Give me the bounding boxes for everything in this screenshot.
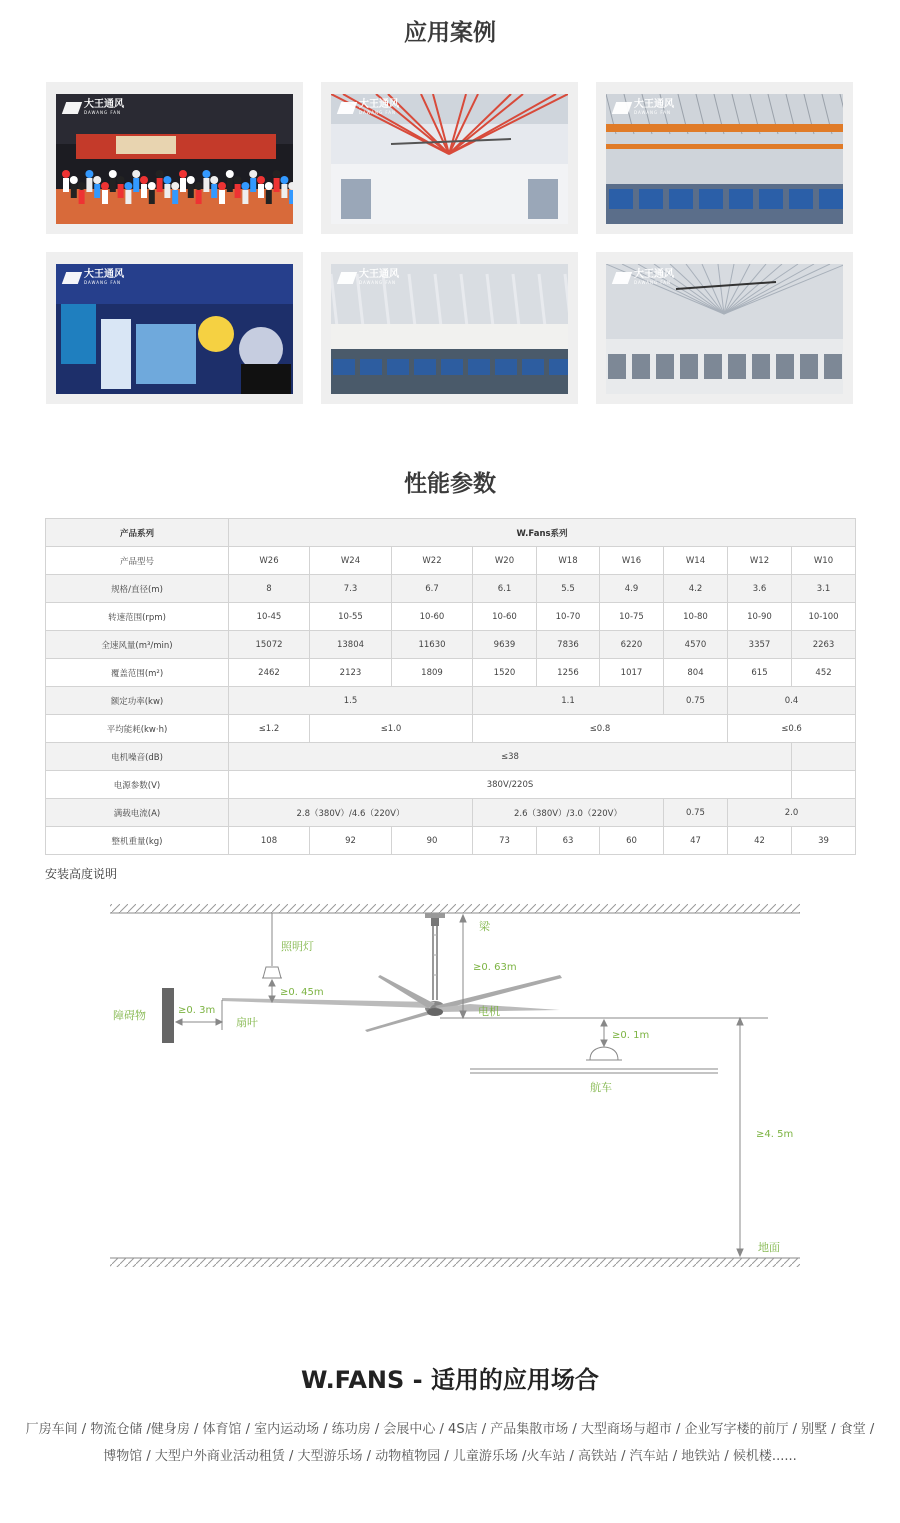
table-cell: 452	[792, 659, 856, 687]
case-photo	[56, 94, 293, 224]
table-cell: 2.6（380V）/3.0（220V）	[473, 799, 664, 827]
table-cell: 3357	[728, 631, 792, 659]
lamp-distance-label: ≥0. 45m	[280, 987, 324, 998]
table-cell: 1017	[600, 659, 664, 687]
model-cell: W10	[792, 547, 856, 575]
ground-label: 地面	[758, 1241, 780, 1254]
table-row	[46, 771, 856, 799]
brand-logo	[339, 270, 399, 285]
dimension-lines	[176, 915, 768, 1256]
table-cell: 1.1	[473, 687, 664, 715]
brand-logo	[64, 270, 124, 285]
table-cell: 10-70	[537, 603, 600, 631]
table-cell: 4570	[664, 631, 728, 659]
table-cell: 1.5	[229, 687, 473, 715]
row-header: 电机噪音(dB)	[46, 743, 229, 771]
table-cell: 9639	[473, 631, 537, 659]
table-cell: ≤1.0	[310, 715, 473, 743]
logo-icon	[612, 272, 632, 284]
table-cell: 0.75	[664, 687, 728, 715]
table-cell: 2462	[229, 659, 310, 687]
table-row	[46, 575, 856, 603]
table-cell: 1520	[473, 659, 537, 687]
brand-logo	[339, 100, 399, 115]
case-photo	[56, 264, 293, 394]
table-cell	[792, 743, 856, 771]
logo-sub: DAWANG FAN	[359, 280, 397, 285]
logo-sub: DAWANG FAN	[634, 280, 672, 285]
table-cell: 73	[473, 827, 537, 855]
logo-name: 大王通风	[634, 99, 674, 110]
spec-table	[45, 518, 856, 855]
logo-icon	[337, 272, 357, 284]
table-cell: 0.4	[728, 687, 856, 715]
row-header: 规格/直径(m)	[46, 575, 229, 603]
series-name: W.Fans系列	[229, 519, 856, 547]
table-cell: 8	[229, 575, 310, 603]
table-cell: 10-80	[664, 603, 728, 631]
case-card[interactable]	[321, 82, 578, 234]
applications-list: 厂房车间 / 物流仓储 /健身房 / 体育馆 / 室内运动场 / 练功房 / 会展中心 / 4S店 / 产品集散市场 / 大型商场与超市 / 企业写字楼的前厅 / 别墅 / 食堂 / 博物馆 / 大型户外商业活动租赁 / 大型游乐场 / 动物植物园 / 儿童游乐场 /火车站 / 高铁站 / 汽车站 / 地铁站 / 候机楼......	[25, 1422, 875, 1464]
table-cell: 5.5	[537, 575, 600, 603]
table-cell: 3.6	[728, 575, 792, 603]
table-cell: 13804	[310, 631, 392, 659]
table-cell: 7836	[537, 631, 600, 659]
lamp	[262, 913, 282, 978]
table-cell: 47	[664, 827, 728, 855]
logo-sub: DAWANG FAN	[359, 110, 397, 115]
table-cell: 63	[537, 827, 600, 855]
table-cell: ≤38	[229, 743, 792, 771]
ceiling	[110, 904, 800, 913]
table-cell: 10-60	[392, 603, 473, 631]
logo-icon	[337, 102, 357, 114]
table-cell: 11630	[392, 631, 473, 659]
install-height-diagram	[0, 880, 900, 1280]
row-header: 电源参数(V)	[46, 771, 229, 799]
obstacle-wall	[162, 988, 174, 1043]
case-photo	[606, 94, 843, 224]
crane-label: 航车	[590, 1081, 612, 1094]
logo-name: 大王通风	[634, 269, 674, 280]
table-cell: 6.7	[392, 575, 473, 603]
table-row	[46, 743, 856, 771]
table-cell: 1809	[392, 659, 473, 687]
row-header: 额定功率(kw)	[46, 687, 229, 715]
row-header: 满载电流(A)	[46, 799, 229, 827]
table-cell: ≤0.6	[728, 715, 856, 743]
case-card[interactable]	[46, 82, 303, 234]
table-cell: 2.0	[728, 799, 856, 827]
crane	[470, 1047, 718, 1073]
table-cell: 4.2	[664, 575, 728, 603]
table-cell: 7.3	[310, 575, 392, 603]
table-cell: 10-90	[728, 603, 792, 631]
logo-icon	[62, 272, 82, 284]
table-cell: 804	[664, 659, 728, 687]
obstacle-label: 障碍物	[113, 1009, 146, 1022]
table-row	[46, 547, 856, 575]
case-photo	[331, 94, 568, 224]
table-row	[46, 659, 856, 687]
table-cell: 2123	[310, 659, 392, 687]
model-cell: W16	[600, 547, 664, 575]
table-row	[46, 715, 856, 743]
table-cell: 380V/220S	[229, 771, 792, 799]
table-row	[46, 827, 856, 855]
table-cell: 3.1	[792, 575, 856, 603]
logo-sub: DAWANG FAN	[634, 110, 672, 115]
model-cell: W12	[728, 547, 792, 575]
logo-sub: DAWANG FAN	[84, 110, 122, 115]
ground	[110, 1258, 800, 1267]
table-cell: ≤1.2	[229, 715, 310, 743]
ground-distance-label: ≥4. 5m	[756, 1129, 794, 1140]
row-header: 产品系列	[46, 519, 229, 547]
table-row	[46, 603, 856, 631]
row-header: 平均能耗(kw·h)	[46, 715, 229, 743]
logo-name: 大王通风	[84, 99, 124, 110]
logo-icon	[612, 102, 632, 114]
table-cell: 10-100	[792, 603, 856, 631]
motor-label: 电机	[478, 1005, 500, 1018]
row-header: 整机重量(kg)	[46, 827, 229, 855]
blade-label: 扇叶	[236, 1016, 258, 1029]
table-cell: ≤0.8	[473, 715, 728, 743]
model-cell: W20	[473, 547, 537, 575]
logo-name: 大王通风	[84, 269, 124, 280]
cases-title: 应用案例	[404, 20, 496, 46]
beam-distance-label: ≥0. 63m	[473, 962, 517, 973]
table-cell: 10-75	[600, 603, 664, 631]
table-cell: 4.9	[600, 575, 664, 603]
case-card[interactable]	[596, 252, 853, 404]
table-cell: 10-55	[310, 603, 392, 631]
case-card[interactable]	[596, 82, 853, 234]
performance-title: 性能参数	[404, 471, 496, 497]
row-header: 全速风量(m³/min)	[46, 631, 229, 659]
model-cell: W14	[664, 547, 728, 575]
table-cell: 60	[600, 827, 664, 855]
logo-icon	[62, 102, 82, 114]
table-cell: 2263	[792, 631, 856, 659]
case-card[interactable]	[46, 252, 303, 404]
table-cell: 92	[310, 827, 392, 855]
table-cell: 39	[792, 827, 856, 855]
table-cell	[792, 771, 856, 799]
table-cell: 108	[229, 827, 310, 855]
logo-sub: DAWANG FAN	[84, 280, 122, 285]
case-card[interactable]	[321, 252, 578, 404]
table-cell: 6.1	[473, 575, 537, 603]
brand-logo	[614, 270, 674, 285]
logo-name: 大王通风	[359, 99, 399, 110]
beam-label: 梁	[479, 920, 490, 933]
case-photo	[606, 264, 843, 394]
table-cell: 0.75	[664, 799, 728, 827]
crane-distance-label: ≥0. 1m	[612, 1030, 650, 1041]
row-header: 产品型号	[46, 547, 229, 575]
table-cell: 6220	[600, 631, 664, 659]
applications-title: W.FANS - 适用的应用场合	[301, 1366, 599, 1394]
table-cell: 2.8（380V）/4.6（220V）	[229, 799, 473, 827]
model-cell: W26	[229, 547, 310, 575]
table-cell: 10-45	[229, 603, 310, 631]
case-photo	[331, 264, 568, 394]
table-row	[46, 687, 856, 715]
lamp-label: 照明灯	[281, 940, 314, 953]
table-row	[46, 799, 856, 827]
model-cell: W22	[392, 547, 473, 575]
brand-logo	[64, 100, 124, 115]
table-cell: 15072	[229, 631, 310, 659]
brand-logo	[614, 100, 674, 115]
logo-name: 大王通风	[359, 269, 399, 280]
install-height-title: 安装高度说明	[45, 867, 118, 881]
table-row	[46, 519, 856, 547]
model-cell: W18	[537, 547, 600, 575]
row-header: 覆盖范围(m²)	[46, 659, 229, 687]
table-cell: 1256	[537, 659, 600, 687]
model-cell: W24	[310, 547, 392, 575]
table-cell: 10-60	[473, 603, 537, 631]
obstacle-distance-label: ≥0. 3m	[178, 1005, 216, 1016]
table-cell: 42	[728, 827, 792, 855]
row-header: 转速范围(rpm)	[46, 603, 229, 631]
table-cell: 90	[392, 827, 473, 855]
table-cell: 615	[728, 659, 792, 687]
table-row	[46, 631, 856, 659]
